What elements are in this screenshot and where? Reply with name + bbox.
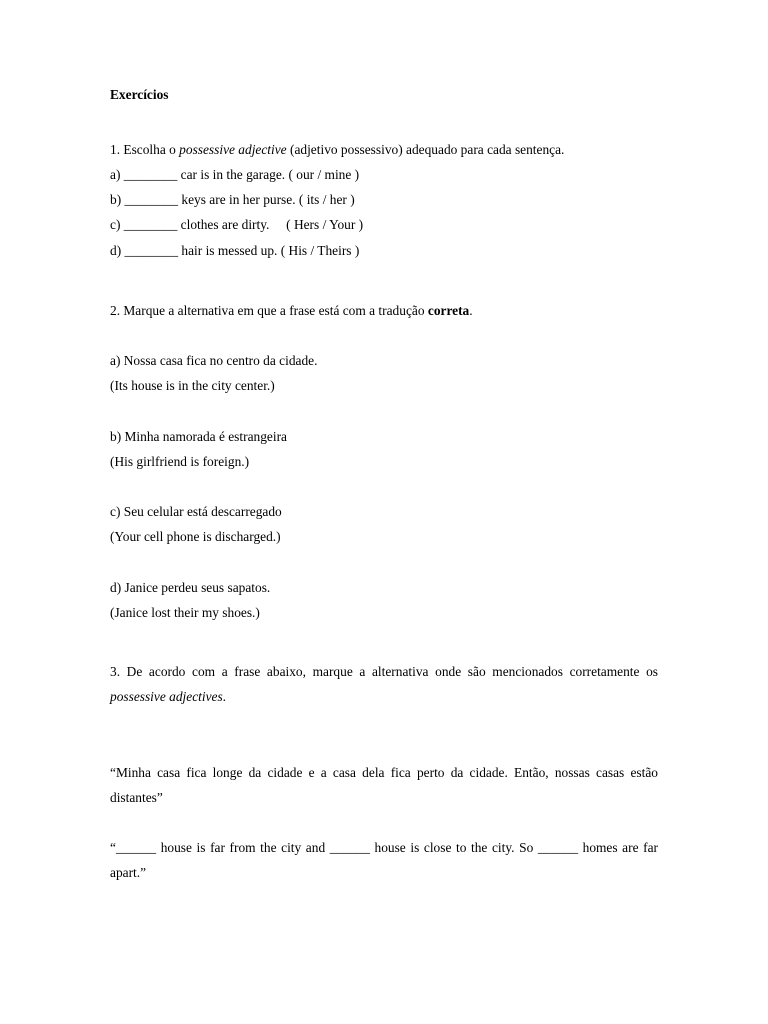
question-2-option-d-pt: d) Janice perdeu seus sapatos. [110, 580, 271, 595]
question-2-option-a-pt: a) Nossa casa fica no centro da cidade. [110, 353, 318, 368]
question-2-option-a-en: (Its house is in the city center.) [110, 378, 275, 393]
question-2-option-b-pt: b) Minha namorada é estrangeira [110, 429, 287, 444]
question-1-item-a: a) ________ car is in the garage. ( our / mine ) [110, 167, 360, 182]
question-1-item-d: d) ________ hair is messed up. ( His / Theirs ) [110, 243, 360, 258]
question-2-option-b-en: (His girlfriend is foreign.) [110, 454, 250, 469]
question-3-prompt: 3. De acordo com a frase abaixo, marque a alternativa onde são mencionados corretamente os possessive adjectives. [110, 664, 658, 704]
question-2-option-c-en: (Your cell phone is discharged.) [110, 529, 281, 544]
question-1-prompt: 1. Escolha o possessive adjective (adjetivo possessivo) adequado para cada sentença. [110, 142, 565, 157]
question-2-prompt: 2. Marque a alternativa em que a frase está com a tradução correta. [110, 303, 473, 318]
question-2-option-c-pt: c) Seu celular está descarregado [110, 504, 282, 519]
question-3-quote-english: “______ house is far from the city and ______ house is close to the city. So ______ homes are far apart.” [110, 840, 658, 880]
question-3-quote-portuguese: “Minha casa fica longe da cidade e a casa dela fica perto da cidade. Então, nossas casas estão distantes” [110, 765, 658, 805]
question-1-item-b: b) ________ keys are in her purse. ( its / her ) [110, 192, 355, 207]
question-1-item-c: c) ________ clothes are dirty. ( Hers / Your ) [110, 217, 364, 232]
page-title: Exercícios [110, 87, 169, 102]
question-2-option-d-en: (Janice lost their my shoes.) [110, 605, 260, 620]
